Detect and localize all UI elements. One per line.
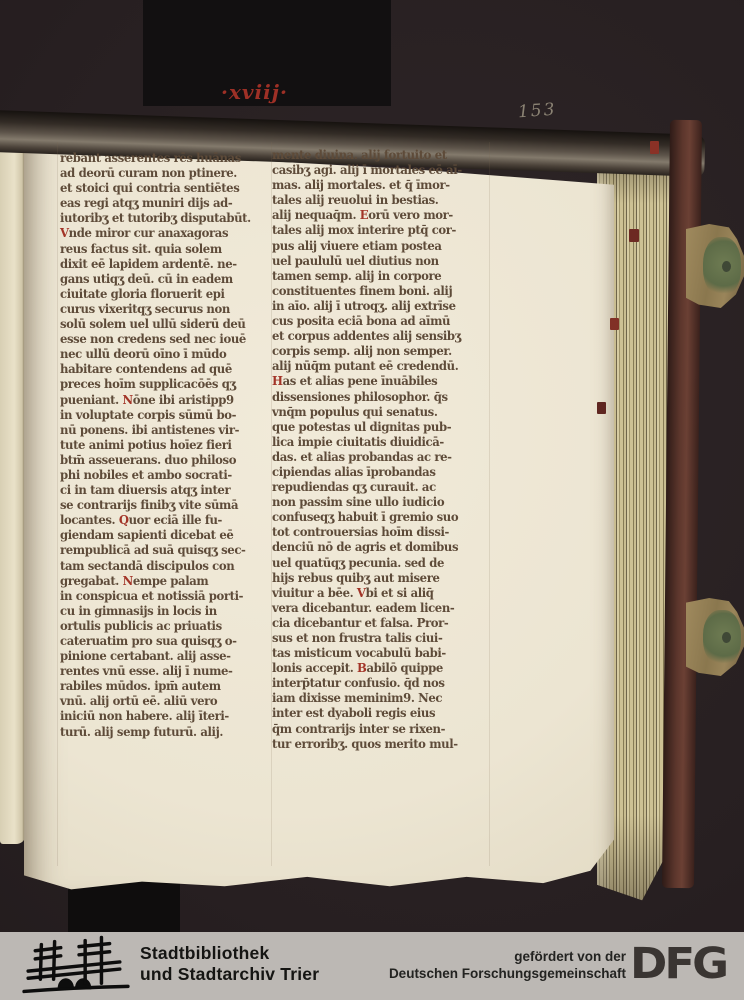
manuscript-text-line: gregabat. Nempe palam (60, 573, 209, 588)
manuscript-text-line: viuitur a bēe. Vbi et si aliq̄ (272, 585, 434, 600)
manuscript-text-line: dissensiones philosophor. q̄s (272, 389, 448, 404)
manuscript-text-line: vnq̄m populus qui senatus. (272, 404, 438, 419)
manuscript-text-line: reus factus sit. quia solem (60, 241, 222, 256)
manuscript-text-line: uel paululū uel diutius non (272, 253, 439, 268)
funding-credit-line1: gefördert von der (514, 949, 626, 964)
manuscript-text-line: denciū nō de agris et domibus (272, 540, 459, 555)
manuscript-text-line: ad deorū curam non ptinere. (60, 166, 237, 181)
manuscript-text-line: rabiles mūdos. ipm̄ autem (60, 679, 221, 694)
book-clasp-lower (686, 598, 744, 676)
rubric-initial: V (60, 226, 69, 241)
manuscript-text-line: corpis semp. alij non semper. (272, 344, 452, 359)
manuscript-text-line: hijs rebus quibʒ aut misere (272, 570, 440, 585)
rubric-initial: N (122, 392, 133, 407)
manuscript-text-line: esse non credens sed nec iouē (60, 332, 246, 347)
manuscript-text-line: interp̄tatur confusio. q̄d nos (272, 676, 445, 691)
ruling-line (57, 142, 58, 866)
manuscript-text-line: dixit eē lapidem ardentē. ne- (60, 256, 237, 271)
rubric-initial: E (359, 208, 369, 223)
manuscript-text-line: tot controuersias hoīm dissi- (272, 525, 449, 540)
manuscript-text-line: curus vixeritqʒ securus non (60, 301, 230, 316)
manuscript-text-line: nec ullū deorū oīno ī mūdo (60, 347, 227, 362)
manuscript-text-line: que potestas ul dignitas pub- (272, 419, 452, 434)
manuscript-text-line: nū ponens. ibi antistenes vir- (60, 422, 240, 437)
manuscript-text-line: das. et alias probandas ac re- (272, 449, 452, 464)
text-column-right (272, 148, 483, 752)
book-clasp-upper (686, 224, 744, 308)
manuscript-text-line: et corpus addentes alij sensibʒ (272, 329, 461, 344)
manuscript-text-line: constituentes finem boni. alij (272, 283, 453, 298)
library-name-line1: Stadtbibliothek (140, 943, 270, 963)
index-tab (597, 402, 606, 414)
chapter-heading: ·xviij· (221, 80, 288, 104)
clasp-hole (722, 261, 731, 272)
left-page-sliver (0, 116, 26, 844)
manuscript-text-line: inter est dyaboli regis eius (272, 706, 436, 721)
manuscript-text-line: tute animi potius hoīez fieri (60, 437, 232, 452)
manuscript-text-line: repudiendas qʒ curauit. ac (272, 480, 436, 495)
manuscript-text-line: alij nequaq̄m. Eorū vero mor- (272, 208, 453, 223)
manuscript-text-line: tales alij mox interire ptq̄ cor- (272, 223, 456, 238)
manuscript-text-line: alij nūq̄m putant eē credendū. (272, 359, 459, 374)
library-name-line2: und Stadtarchiv Trier (140, 964, 320, 984)
manuscript-text-line: in aīo. alij ī utroqʒ. alij extrīse (272, 298, 456, 313)
manuscript-text-line: cus posita eciā bona ad aīmū (272, 314, 451, 329)
manuscript-text-line: mente diuina. alij fortuito et (272, 148, 447, 162)
manuscript-text-line: gans utiqʒ deū. cū in eadem (60, 271, 233, 286)
porta-nigra-logo-icon (20, 935, 132, 997)
manuscript-text-line: ciuitate gloria floruerit epi (60, 286, 225, 301)
manuscript-text-line: btm̄ asseuerans. duo philoso (60, 452, 237, 467)
manuscript-text-line: sus et non frustra talis ciui- (272, 631, 443, 645)
manuscript-text-line: cateruatim pro sua quisqʒ o- (60, 634, 237, 648)
manuscript-text-line: lica impie ciuitatis diuidicā- (272, 434, 444, 449)
manuscript-text-line: giendam sapienti dicebat eē (60, 528, 234, 543)
manuscript-text-line: iniciū non habere. alij īteri- (60, 709, 229, 724)
manuscript-text-line: locantes. Quor eciā ille fu- (60, 513, 222, 528)
manuscript-text-line: rentes vnū esse. alij ī nume- (60, 664, 233, 679)
rubric-initial: Q (118, 513, 129, 528)
rubric-initial: H (272, 374, 283, 389)
text-column-left (60, 151, 268, 740)
manuscript-text-line: Vnde miror cur anaxagoras (60, 226, 229, 241)
funding-credit-line2: Deutschen Forschungsgemeinschaft (388, 965, 626, 981)
manuscript-text-line: phi nobiles et ambo socrati- (60, 467, 232, 482)
manuscript-text-line: cu in gimnasijs in locis in (60, 603, 217, 618)
digitization-banner (0, 932, 744, 1000)
manuscript-text-line: et stoici qui contria sentiētes (60, 181, 240, 196)
manuscript-text-line: pus alij viuere etiam postea (272, 238, 442, 253)
manuscript-text-line: tam sectandā discipulos con (60, 558, 235, 573)
index-tab (650, 141, 659, 154)
manuscript-text-line: ci in tam diuersis atqʒ inter (60, 483, 231, 498)
manuscript-text-line: confuseqʒ habuit ī gremio suo (272, 510, 459, 525)
manuscript-text-line: tales alij reuolui in bestias. (272, 193, 439, 208)
rubric-initial: N (122, 573, 133, 588)
manuscript-text-line: in voluptate corpis sūmū bo- (60, 407, 237, 422)
manuscript-text-line: solū solem uel ullū siderū deū (60, 317, 246, 332)
rubric-initial: V (356, 585, 366, 600)
manuscript-text-line: tamen semp. alij in corpore (272, 268, 442, 283)
manuscript-text-line: rebant asserentes rēs huānas (60, 151, 241, 165)
folio-number: 153 (517, 99, 558, 123)
funding-credit (389, 949, 626, 982)
manuscript-text-line: pinione certabant. alij asse- (60, 649, 231, 664)
manuscript-text-line: casibʒ agi. alij ī mortales eē aī- (272, 163, 462, 178)
manuscript-text-line: uel quatūqʒ pecunia. sed de (272, 555, 444, 570)
manuscript-text-line: cia dicebantur et falsa. Pror- (272, 615, 449, 630)
manuscript-text-line: ortulis publicis ac priuatis (60, 618, 222, 633)
index-tab (629, 229, 639, 242)
manuscript-text-line: in conspicua et notissiā porti- (60, 588, 244, 603)
manuscript-text-line: turū. alij semp futurū. alij. (60, 724, 224, 739)
ruling-line (489, 142, 490, 866)
manuscript-text-line: tas misticum vocabulū babi- (272, 646, 446, 661)
manuscript-text-line: vera dicebantur. eadem licen- (272, 600, 455, 615)
manuscript-text-line: Has et alias pene īnuābiles (272, 374, 438, 389)
manuscript-text-line: iutoribʒ et tutoribʒ disputabūt. (60, 211, 251, 226)
manuscript-text-line: eas regi atqʒ muniri dijs ad- (60, 196, 233, 211)
rubric-initial: B (357, 661, 367, 676)
library-name (140, 943, 319, 985)
manuscript-text-line: mas. alij mortales. et q̄ īmor- (272, 178, 450, 193)
index-tab (610, 318, 619, 330)
manuscript-text-line: vnū. alij ortū eē. aliū vero (60, 694, 218, 709)
manuscript-text-line: pueniant. Nōne ibi aristipp9 (60, 392, 234, 407)
manuscript-text-line: iam dixisse meminim9. Nec (272, 691, 443, 706)
manuscript-text-line: tur erroribʒ. quos merito mul- (272, 736, 458, 751)
manuscript-text-line: habitare contendens ad quē (60, 362, 232, 377)
manuscript-text-line: cipiendas alias īprobandas (272, 464, 436, 479)
manuscript-text-line: se contrarijs finibʒ vite sūmā (60, 498, 239, 513)
manuscript-text-line: q̄m contrarijs inter se rixen- (272, 721, 446, 736)
manuscript-text-line: rempublicā ad suā quisqʒ sec- (60, 543, 246, 558)
manuscript-text-line: lonis accepit. Babilō quippe (272, 661, 443, 676)
manuscript-text-line: non passim sine ullo iudicio (272, 495, 445, 510)
manuscript-text-line: preces hoīm supplicacōēs qʒ (60, 377, 236, 392)
dfg-logo-icon: DFG (630, 938, 727, 989)
